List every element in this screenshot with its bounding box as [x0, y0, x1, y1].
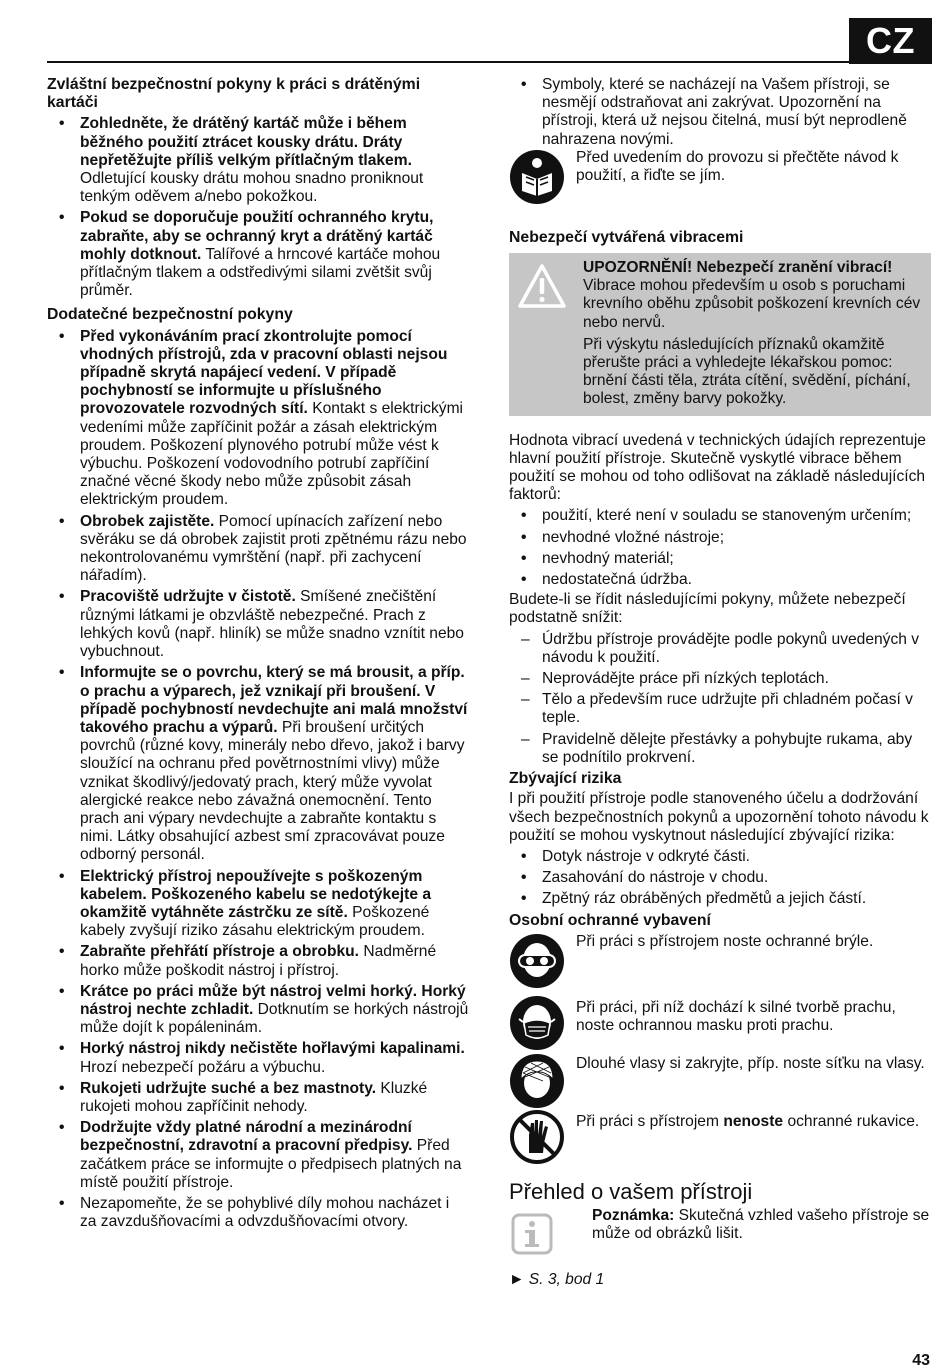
list-item: – Tělo a především ruce udržujte při chladném počasí v teple. [509, 691, 931, 727]
warning-paragraph-1: UPOZORNĚNÍ! Nebezpečí zranění vibrací! Vibrace mohou především u osob s poruchami krevního oběhu způsobit poškození krevních cév nebo nervů. [583, 259, 921, 331]
section-title-overview: Přehled o vašem přístroji [509, 1178, 753, 1204]
note-text: Poznámka: Skutečná vzhled vašeho přístroje se může od obrázků lišit. [592, 1206, 930, 1242]
symbols-list [509, 76, 931, 149]
list-item: • Dotyk nástroje v odkryté části. [509, 848, 931, 866]
list-item: • Obrobek zajistěte. Pomocí upínacích zařízení nebo svěráku se dá obrobek zajistit proti zpětnému rázu nebo nekontrolovanému vymrštění (např. při zachycení nářadím). [47, 513, 470, 586]
ppe-glasses-text: Při práci s přístrojem noste ochranné brýle. [576, 932, 874, 950]
left-column [47, 76, 470, 1231]
list-item: – Údržbu přístroje provádějte podle pokynů uvedených v návodu k použití. [509, 631, 931, 667]
dust-mask-icon [509, 995, 565, 1051]
list-item: • použití, které není v souladu se stanoveným určením; [509, 507, 931, 525]
list-item: • Krátce po práci může být nástroj velmi horký. Horký nástroj nechte zchladit. Dotknutím se horkých nástrojů může dojít k popáleninám. [47, 983, 470, 1038]
vibration-paragraph: Hodnota vibrací uvedená v technických údajích reprezentuje hlavní použití přístroje. Skutečně vyskytlé vibrace během použití se mohou od toho odlišovat na základě následujících faktorů: [509, 431, 926, 504]
list-item: • Zpětný ráz obráběných předmětů a jejich částí. [509, 890, 931, 908]
manual-text: Před uvedením do provozu si přečtěte návod k použití, a řiďte se jím. [576, 148, 899, 185]
right-column [509, 76, 931, 1289]
list-item: • Pokud se doporučuje použití ochranného krytu, zabraňte, aby se ochranný kryt a drátěný kartáč mohly dotknout. Talířové a hrncové kartáče mohou přítlačným tlakem a odstředivými silami zvětšit svůj průměr. [47, 209, 470, 300]
list-item: – Pravidelně dělejte přestávky a pohybujte rukama, aby se podnítilo prokrvení. [509, 731, 931, 767]
language-tab: CZ [849, 18, 932, 64]
reduce-list [509, 631, 931, 767]
list-item: • nevhodné vložné nástroje; [509, 529, 931, 547]
additional-safety-list [47, 328, 470, 1232]
section-title-additional: Dodatečné bezpečnostní pokyny [47, 306, 293, 324]
header-rule [47, 61, 932, 63]
list-item: • Dodržujte vždy platné národní a mezinárodní bezpečnostní, zdravotní a pracovní předpisy. Před začátkem práce se informujte o předpisech platných na místě použití přístroje. [47, 1119, 470, 1192]
ppe-mask [509, 995, 931, 1051]
section-title-wire-brushes: Zvláštní bezpečnostní pokyny k práci s drátěnými kartáči [47, 76, 421, 112]
section-title-vibration: Nebezpečí vytvářená vibracemi [509, 228, 744, 246]
list-item: • Symboly, které se nacházejí na Vašem přístroji, se nesmějí odstraňovat ani zakrývat. Upozornění na přístroji, která už nejsou čitelná, musí být neprodleně nahrazena novými. [509, 76, 931, 149]
risk-list [509, 848, 931, 909]
ppe-gloves-text: Při práci s přístrojem nenoste ochranné rukavice. [576, 1112, 920, 1130]
list-item: • Nezapomeňte, že se pohyblivé díly mohou nacházet i za zavzdušňovacími a odvzdušňovacími otvory. [47, 1195, 470, 1231]
info-icon [509, 1211, 561, 1257]
ppe-gloves [509, 1109, 931, 1165]
ppe-hair [509, 1053, 931, 1109]
wire-brush-list [47, 115, 470, 300]
list-item: • Informujte se o povrchu, který se má brousit, a příp. o prachu a výparech, jež vznikají při broušení. V případě pochybností nevdechujte ani malá množství takového prachu a výparů. Při broušení určitých povrchů (různé kovy, minerály nebo dřevo, jakož i barvy sloužící na ochranu před povětrnostními vlivy) může vznikat škodlivý/jedovatý prach, který může vyvolat alergické reakce nebo závažná onemocnění. Tento prach ani výpary nevdechujte a zabraňte kontaktu s nimi. Látky obsahující azbest smí zpracovávat pouze odborný personál. [47, 664, 470, 864]
ppe-glasses [509, 933, 931, 989]
list-item: • Zabraňte přehřátí přístroje a obrobku. Nadměrné horko může poškodit nástroj i přístroj. [47, 943, 470, 979]
list-item: • Zasahování do nástroje v chodu. [509, 869, 931, 887]
list-item: • Pracoviště udržujte v čistotě. Smíšené znečištění různými látkami je obzvláště nebezpečné. Prach z lehkých kovů (např. hliník) se může snadno vznítit nebo vybuchnout. [47, 588, 470, 661]
list-item: • nevhodný materiál; [509, 550, 931, 568]
list-item: – Neprovádějte práce při nízkých teplotách. [509, 670, 931, 688]
page-reference-link[interactable]: ► S. 3, bod 1 [509, 1270, 605, 1288]
list-item: • Elektrický přístroj nepoužívejte s poškozeným kabelem. Poškozeného kabelu se nedotýkejte a okamžitě vytáhněte zástrčku ze sítě. Poškozené kabely zvyšují riziko zásahu elektrickým proudem. [47, 868, 470, 941]
no-gloves-icon [509, 1109, 565, 1165]
list-item: • Před vykonáváním prací zkontrolujte pomocí vhodných přístrojů, zda v pracovní oblasti nejsou případně skrytá napájecí vedení. V případě pochybností se informujte u příslušného provozovatele rozvodných sítí. Kontakt s elektrickými vedeními může zapříčinit požár a zásah elektrickým proudem. Poškození plynového potrubí může vést k výbuchu. Poškození vodovodního potrubí zapříčiní značné věcné škody nebo může způsobit zásah elektrickým proudem. [47, 328, 470, 510]
warning-triangle-icon [517, 259, 573, 409]
vibration-factors-list [509, 507, 931, 589]
risk-paragraph: I při použití přístroje podle stanoveného účelu a dodržování všech bezpečnostních pokynů a upozornění tohoto návodu k použití se mohou vyskytnout následující zbývající rizika: [509, 790, 929, 844]
list-item: • Horký nástroj nikdy nečistěte hořlavými kapalinami. Hrozí nebezpečí požáru a výbuchu. [47, 1040, 470, 1076]
list-item: • Rukojeti udržujte suché a bez mastnoty. Kluzké rukojeti mohou zapříčinit nehody. [47, 1080, 470, 1116]
section-title-residual-risks: Zbývající rizika [509, 770, 622, 788]
warning-paragraph-2: Při výskytu následujících příznaků okamžitě přerušte práci a vyhledejte lékařskou pomoc: brnění části těla, ztráta cítění, svědění, píchání, bolest, změny barvy pokožky. [583, 335, 911, 408]
read-manual-icon [509, 149, 565, 205]
hair-net-icon [509, 1053, 565, 1109]
note-box [509, 1207, 931, 1257]
section-title-ppe: Osobní ochranné vybavení [509, 911, 711, 929]
ppe-mask-text: Při práci, při níž dochází k silné tvorbě prachu, noste ochrannou masku proti prachu. [576, 998, 896, 1034]
list-item: • Zohledněte, že drátěný kartáč může i během běžného použití ztrácet kousky drátu. Dráty nepřetěžujte příliš velkým přítlačným tlakem. Odletující kousky drátu mohou snadno proniknout tenkým oděvem a/nebo pokožkou. [47, 115, 470, 206]
warning-label: UPOZORNĚNÍ! Nebezpečí zranění vibrací! [583, 259, 893, 277]
list-item: • nedostatečná údržba. [509, 571, 931, 589]
page-number: 43 [912, 1352, 930, 1369]
vibration-warning-box [509, 253, 931, 416]
ppe-hair-text: Dlouhé vlasy si zakryjte, příp. noste síťku na vlasy. [576, 1054, 925, 1072]
manual-notice [509, 149, 931, 205]
reduce-paragraph: Budete-li se řídit následujícími pokyny, můžete nebezpečí podstatně snížit: [509, 591, 906, 627]
safety-goggles-icon [509, 933, 565, 989]
